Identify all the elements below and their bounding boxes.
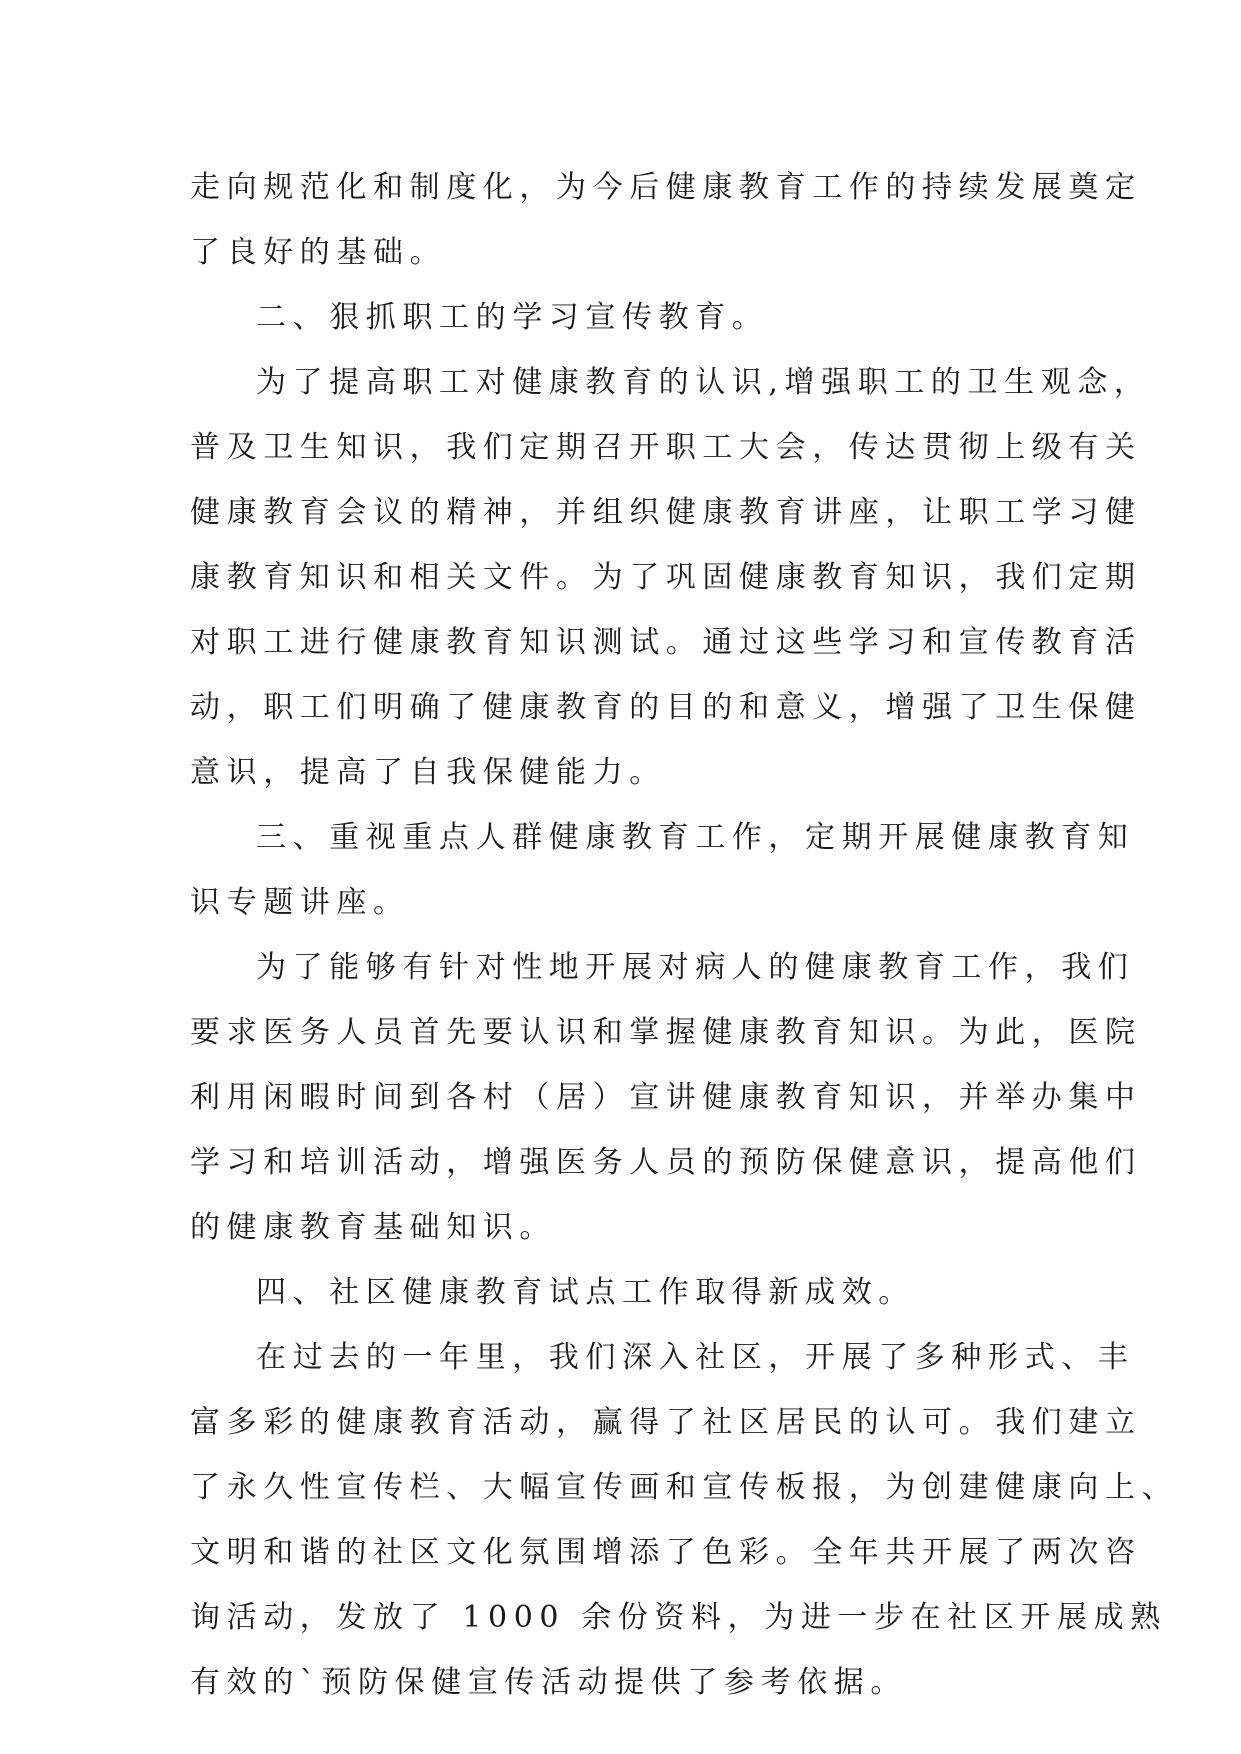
text-line: 询活动，发放了 1000 余份资料，为进一步在社区开展成熟	[190, 1600, 1167, 1635]
text-line: 了永久性宣传栏、大幅宣传画和宣传板报，为创建健康向上、	[190, 1470, 1179, 1505]
text-line: 普及卫生知识，我们定期召开职工大会，传达贯彻上级有关	[190, 430, 1142, 465]
text-line: 富多彩的健康教育活动，赢得了社区居民的认可。我们建立	[190, 1405, 1142, 1440]
text-line: 的健康教育基础知识。	[190, 1210, 556, 1245]
text-line: 要求医务人员首先要认识和掌握健康教育知识。为此，医院	[190, 1015, 1142, 1050]
text-line: 在过去的一年里，我们深入社区，开展了多种形式、丰	[256, 1340, 1135, 1375]
text-line: 有效的`预防保健宣传活动提供了参考依据。	[190, 1665, 907, 1700]
document-body	[190, 155, 1179, 1715]
text-line: 动，职工们明确了健康教育的目的和意义，增强了卫生保健	[190, 690, 1142, 725]
text-line: 走向规范化和制度化，为今后健康教育工作的持续发展奠定	[190, 170, 1142, 205]
section-heading: 识专题讲座。	[190, 885, 410, 920]
text-line: 了良好的基础。	[190, 235, 447, 270]
text-line: 为了能够有针对性地开展对病人的健康教育工作，我们	[256, 950, 1135, 985]
text-line: 康教育知识和相关文件。为了巩固健康教育知识，我们定期	[190, 560, 1142, 595]
section-heading: 二、狠抓职工的学习宣传教育。	[256, 300, 769, 335]
text-line: 利用闲暇时间到各村（居）宣讲健康教育知识，并举办集中	[190, 1080, 1142, 1115]
section-heading: 三、重视重点人群健康教育工作，定期开展健康教育知	[256, 820, 1135, 855]
text-line: 意识，提高了自我保健能力。	[190, 755, 666, 790]
text-line: 对职工进行健康教育知识测试。通过这些学习和宣传教育活	[190, 625, 1142, 660]
text-line: 健康教育会议的精神，并组织健康教育讲座，让职工学习健	[190, 495, 1142, 530]
text-line: 文明和谐的社区文化氛围增添了色彩。全年共开展了两次咨	[190, 1535, 1142, 1570]
text-line: 为了提高职工对健康教育的认识,增强职工的卫生观念，	[256, 365, 1151, 400]
text-line: 学习和培训活动，增强医务人员的预防保健意识，提高他们	[190, 1145, 1142, 1180]
section-heading: 四、社区健康教育试点工作取得新成效。	[256, 1275, 915, 1310]
